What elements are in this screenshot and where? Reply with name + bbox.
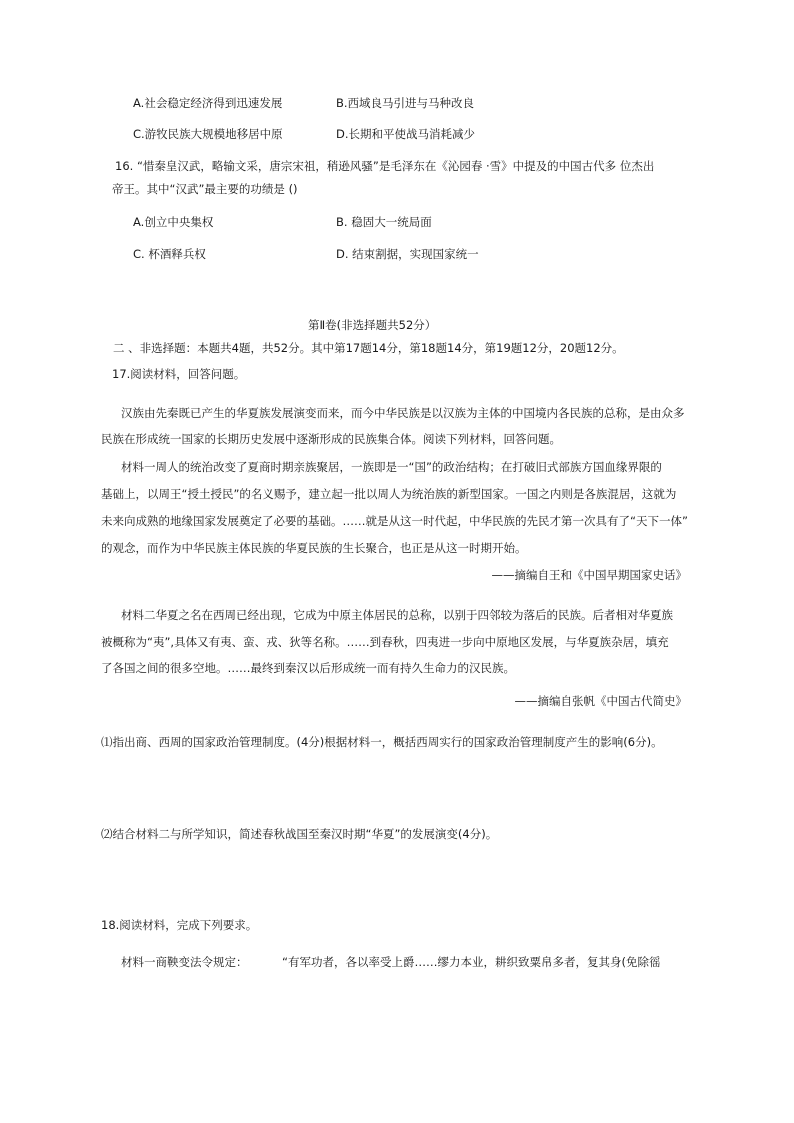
- q17-material1-line3: 未来向成熟的地缘国家发展奠定了必要的基础。……就是从这一时代起，中华民族的先民才第一次具有了“天下一体”: [101, 514, 688, 528]
- part2-instruction: 二 、非选择题：本题共4题，共52分。其中第17题14分，第18题14分，第19题12分，20题12分。: [113, 341, 624, 355]
- q16-option-d: D. 结束割据，实现国家统一: [336, 247, 479, 261]
- q16-stem-line2: 帝王。其中“汉武”最主要的功绩是 (): [112, 182, 298, 196]
- q15-option-a: A.社会稳定经济得到迅速发展: [133, 96, 283, 110]
- q15-option-b: B.西域良马引进与马种改良: [336, 96, 475, 110]
- q17-material2-line1: 材料二华夏之名在西周已经出现，它成为中原主体居民的总称，以别于四邻较为落后的民族。后者相对华夏族: [121, 608, 673, 622]
- q16-stem-line1: 16. “惜秦皇汉武，略输文采，唐宗宋祖，稍逊风骚”是毛泽东在《沁园春 ·雪》中提及的中国古代多 位杰出: [115, 159, 655, 173]
- q16-option-a: A.创立中央集权: [133, 215, 214, 229]
- q17-material1-line1: 材料一周人的统治改变了夏商时期亲族聚居，一族即是一“国”的政治结构；在打破旧式部族方国血缘界限的: [121, 460, 662, 474]
- q17-material1-line4: 的观念，而作为中华民族主体民族的华夏民族的生长聚合，也正是从这一时期开始。: [101, 541, 527, 555]
- part2-title: 第Ⅱ卷(非选择题共52分）: [308, 318, 437, 332]
- q16-option-b: B. 稳固大一统局面: [336, 215, 432, 229]
- q15-option-d: D.长期和平使战马消耗减少: [336, 127, 476, 141]
- q17-material2-line2: 被概称为“夷”,具体又有夷、蛮、戎、狄等名称。……到春秋，四夷进一步向中原地区发展，与华夏族杂居，填充: [101, 635, 669, 649]
- q17-heading: 17.阅读材料，回答问题。: [112, 367, 246, 381]
- q17-material1-source: ——摘编自王和《中国早期国家史话》: [491, 568, 687, 582]
- q15-option-c: C.游牧民族大规模地移居中原: [133, 127, 283, 141]
- q17-intro-line1: 汉族由先秦既已产生的华夏族发展演变而来，而今中华民族是以汉族为主体的中国境内各民族的总称，是由众多: [121, 406, 685, 420]
- q17-material1-line2: 基础上，以周王“授土授民”的名义赐予，建立起一批以周人为统治族的新型国家。一国之内则是各族混居，这就为: [101, 487, 677, 501]
- q18-material1-label: 材料一商鞅变法令规定：: [121, 955, 248, 969]
- q17-subquestion-2: ⑵结合材料二与所学知识，简述春秋战国至秦汉时期“华夏”的发展演变(4分)。: [101, 827, 498, 841]
- q18-material1-text: “有军功者，各以率受上爵……缪力本业，耕织致粟帛多者，复其身(免除徭: [282, 955, 661, 969]
- q17-material2-source: ——摘编自张帆《中国古代简史》: [514, 694, 687, 708]
- q18-heading: 18.阅读材料，完成下列要求。: [101, 918, 258, 932]
- q17-material2-line3: 了各国之间的很多空地。……最终到秦汉以后形成统一而有持久生命力的汉民族。: [101, 661, 515, 675]
- q17-intro-line2: 民族在形成统一国家的长期历史发展中逐渐形成的民族集合体。阅读下列材料，回答问题。: [101, 432, 561, 446]
- q16-option-c: C. 杯酒释兵权: [133, 247, 206, 261]
- q17-subquestion-1: ⑴指出商、西周的国家政治管理制度。(4分)根据材料一，概括西周实行的国家政治管理制度产生的影响(6分)。: [101, 735, 663, 749]
